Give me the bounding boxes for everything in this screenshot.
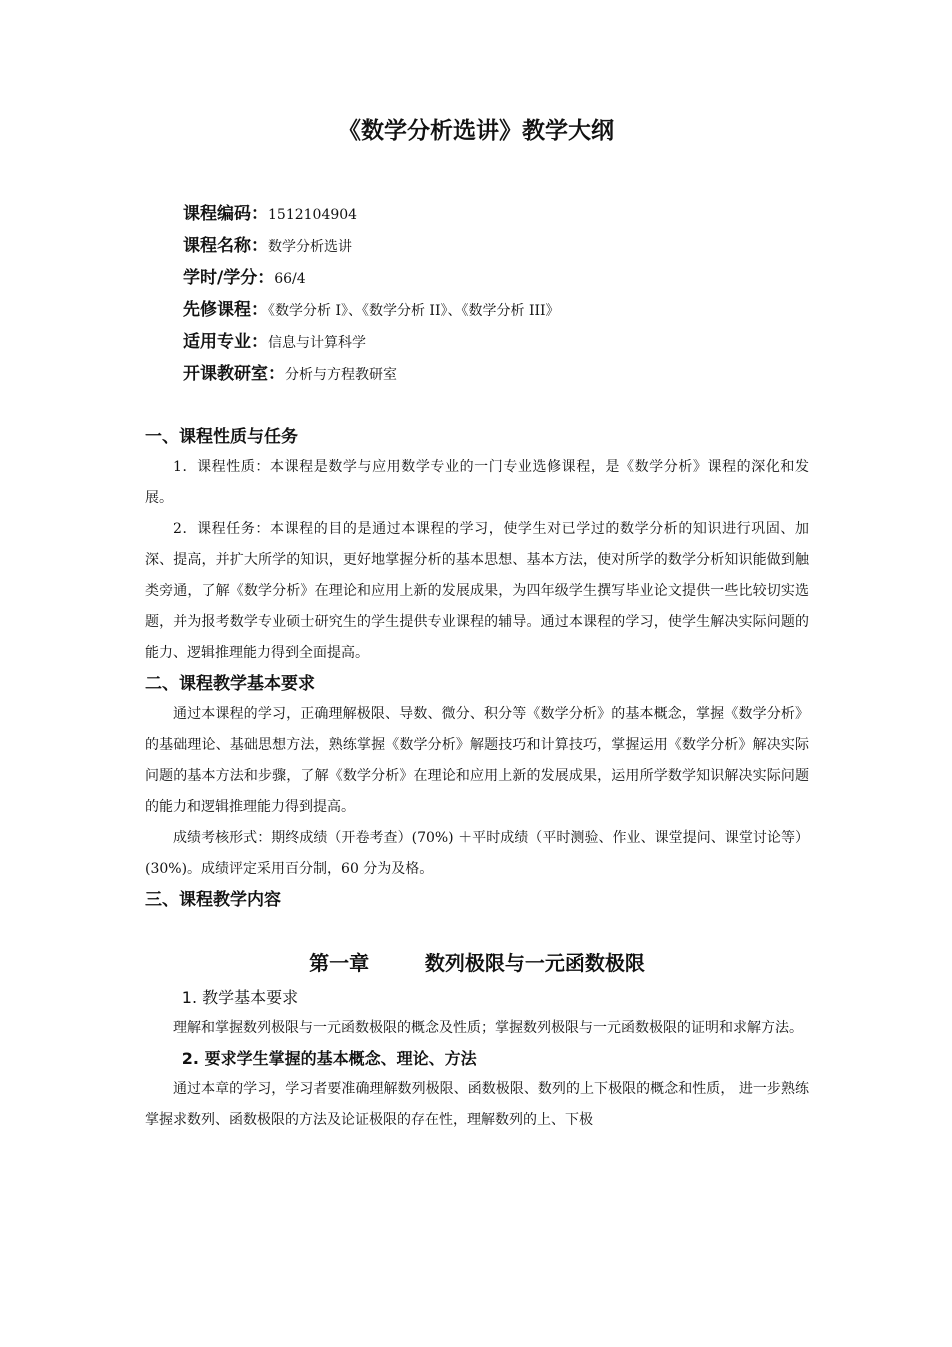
course-code-row xyxy=(183,198,560,230)
prerequisites-row xyxy=(183,294,560,326)
document-title: 《数学分析选讲》教学大纲 xyxy=(338,118,614,144)
major-value: 信息与计算科学 xyxy=(268,335,366,351)
course-name-row xyxy=(183,230,560,262)
prerequisites-value: 《数学分析 I》、《数学分析 II》、《数学分析 III》 xyxy=(268,303,560,319)
subheading-concepts: 2. 要求学生掌握的基本概念、理论、方法 xyxy=(181,1049,477,1068)
paragraph-requirements: 通过本课程的学习，正确理解极限、导数、微分、积分等《数学分析》的基本概念，掌握《数学分析》的基础理论、基础思想方法，熟练掌握《数学分析》解题技巧和计算技巧，掌握运用《数学分析》解决实际问题的基本方法和步骤，了解《数学分析》在理论和应用上新的发展成果，运用所学数学知识解决实际问题的能力和逻辑推理能力得到提高。 xyxy=(145,706,809,815)
course-name-label: 课程名称： xyxy=(183,236,268,256)
paragraph-chapter-concepts: 通过本章的学习，学习者要准确理解数列极限、函数极限、数列的上下极限的概念和性质， 进一步熟练掌握求数列、函数极限的方法及论证极限的存在性，理解数列的上、下极 xyxy=(145,1081,809,1128)
department-row xyxy=(183,358,560,390)
department-value: 分析与方程教研室 xyxy=(285,367,397,383)
course-code-value: 1512104904 xyxy=(268,207,358,223)
department-label: 开课教研室： xyxy=(183,364,285,384)
course-name-value: 数学分析选讲 xyxy=(268,239,352,255)
major-row xyxy=(183,326,560,358)
paragraph-assessment: 成绩考核形式：期终成绩（开卷考查）(70%) ＋平时成绩（平时测验、作业、课堂提问、课堂讨论等）(30%)。成绩评定采用百分制，60 分为及格。 xyxy=(145,830,809,877)
course-code-label: 课程编码： xyxy=(183,204,268,224)
section-heading-content: 三、课程教学内容 xyxy=(145,890,281,910)
course-info xyxy=(183,198,560,390)
hours-credits-value: 66/4 xyxy=(274,271,306,287)
chapter-title: 第一章 数列极限与一元函数极限 xyxy=(309,951,645,975)
subheading-basic-requirements: 1. 教学基本要求 xyxy=(181,988,299,1007)
hours-credits-row xyxy=(183,262,560,294)
hours-credits-label: 学时/学分： xyxy=(183,268,275,288)
section-heading-nature: 一、课程性质与任务 xyxy=(145,427,298,447)
paragraph-course-nature: 1．课程性质：本课程是数学与应用数学专业的一门专业选修课程，是《数学分析》课程的深化和发展。 xyxy=(145,459,809,506)
major-label: 适用专业： xyxy=(183,332,268,352)
section-heading-requirements: 二、课程教学基本要求 xyxy=(145,674,315,694)
document-body xyxy=(145,422,809,1136)
paragraph-course-task: 2．课程任务：本课程的目的是通过本课程的学习，使学生对已学过的数学分析的知识进行巩固、加深、提高，并扩大所学的知识，更好地掌握分析的基本思想、基本方法，使对所学的数学分析知识能做到触类旁通，了解《数学分析》在理论和应用上新的发展成果，为四年级学生撰写毕业论文提供一些比较切实选题，并为报考数学专业硕士研究生的学生提供专业课程的辅导。通过本课程的学习，使学生解决实际问题的能力、逻辑推理能力得到全面提高。 xyxy=(145,521,809,661)
prerequisites-label: 先修课程： xyxy=(183,300,268,320)
paragraph-chapter-requirements: 理解和掌握数列极限与一元函数极限的概念及性质；掌握数列极限与一元函数极限的证明和求解方法。 xyxy=(173,1020,803,1036)
